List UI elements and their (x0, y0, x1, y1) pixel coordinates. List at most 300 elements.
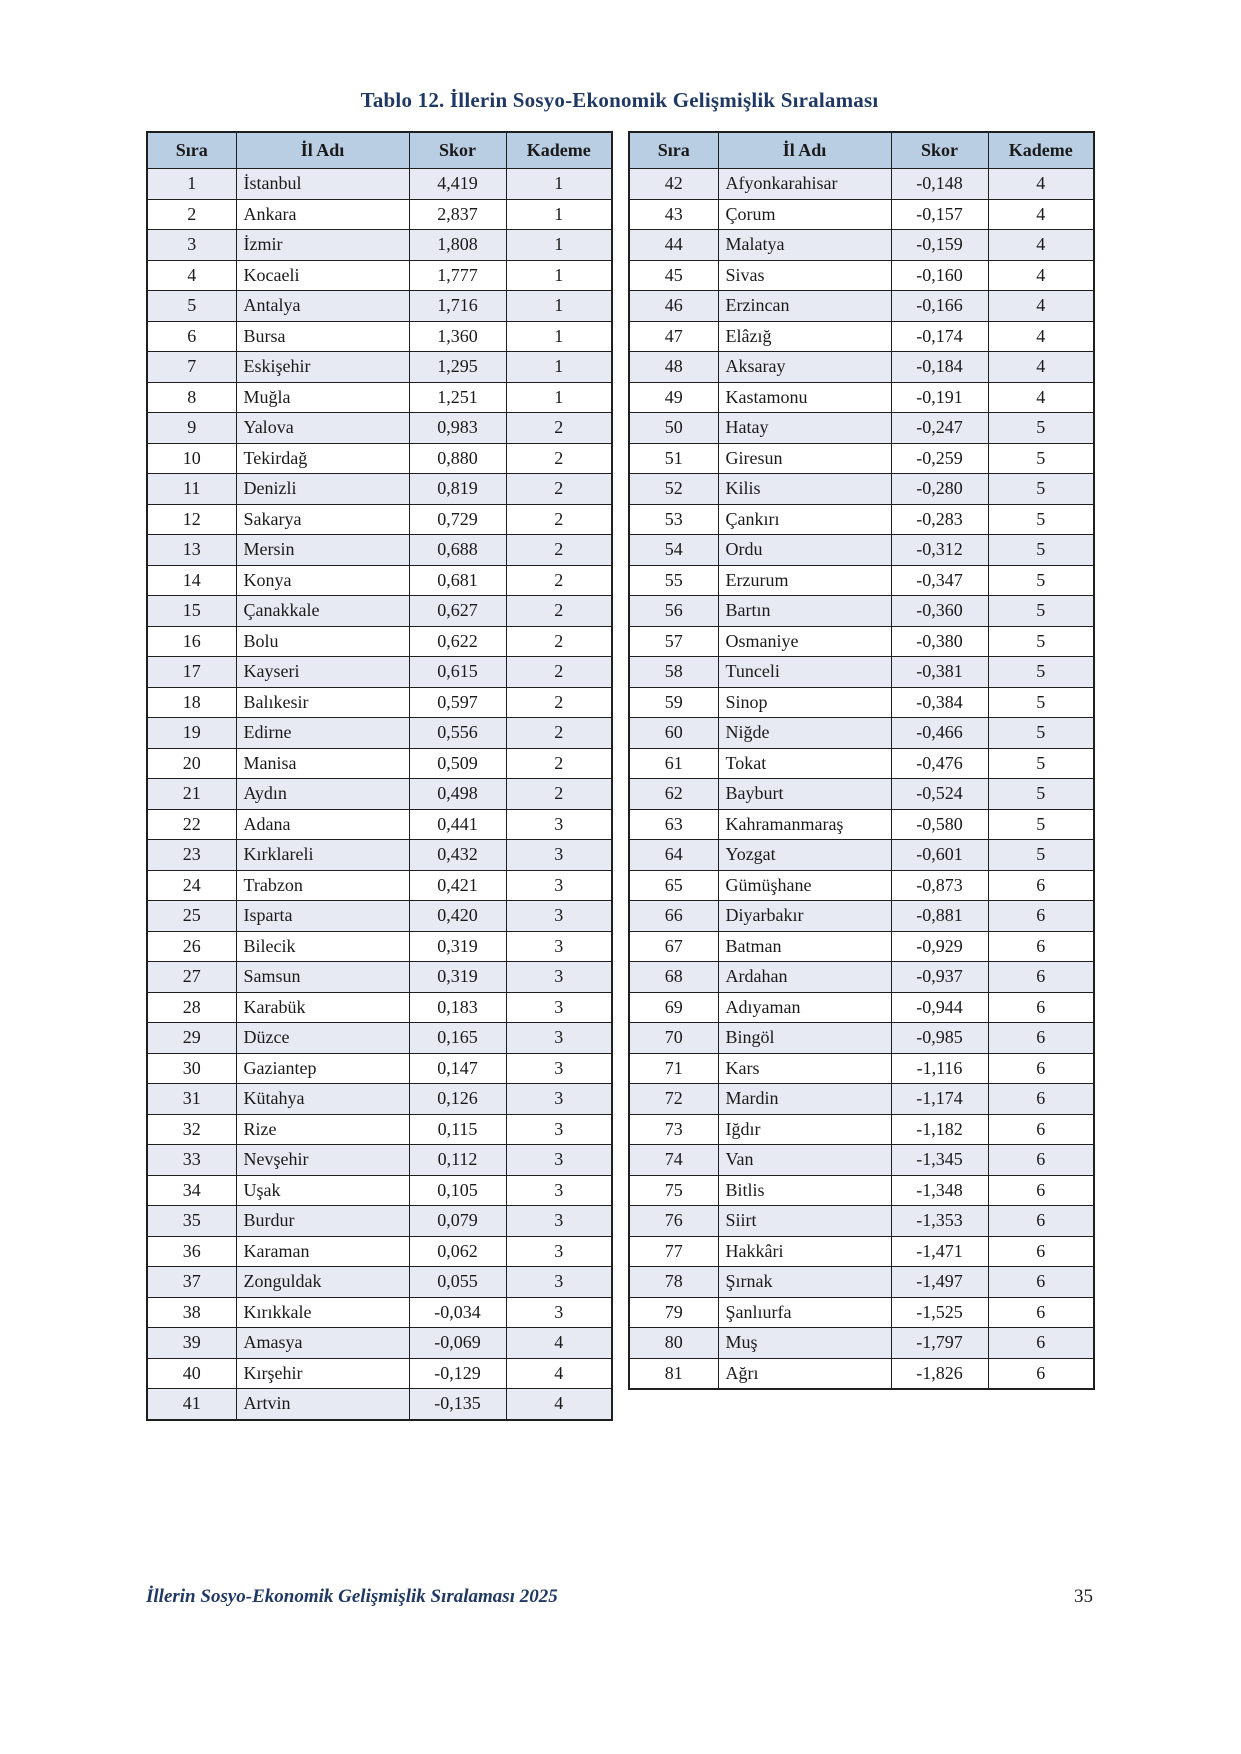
rank-cell: 2 (147, 199, 236, 230)
column-header: İl Adı (718, 132, 891, 169)
score-cell: -1,797 (891, 1328, 988, 1359)
table-row (147, 565, 612, 596)
province-cell: Van (718, 1145, 891, 1176)
table-row (147, 1114, 612, 1145)
rank-cell: 14 (147, 565, 236, 596)
tier-cell: 2 (506, 779, 612, 810)
tier-cell: 2 (506, 535, 612, 566)
table-row (147, 626, 612, 657)
tier-cell: 4 (988, 291, 1094, 322)
tier-cell: 3 (506, 870, 612, 901)
tier-cell: 6 (988, 901, 1094, 932)
tier-cell: 6 (988, 1053, 1094, 1084)
tier-cell: 6 (988, 1297, 1094, 1328)
table-row (629, 657, 1094, 688)
rank-cell: 10 (147, 443, 236, 474)
tier-cell: 2 (506, 413, 612, 444)
rank-cell: 74 (629, 1145, 718, 1176)
table-row (629, 901, 1094, 932)
page-title: Tablo 12. İllerin Sosyo-Ekonomik Gelişmişlik Sıralaması (360, 88, 879, 112)
table-row (629, 748, 1094, 779)
table-row (147, 169, 612, 200)
province-cell: Kayseri (236, 657, 409, 688)
province-cell: Kırşehir (236, 1358, 409, 1389)
province-cell: Tunceli (718, 657, 891, 688)
rank-cell: 75 (629, 1175, 718, 1206)
province-cell: Bitlis (718, 1175, 891, 1206)
table-row (629, 565, 1094, 596)
score-cell: 0,115 (409, 1114, 506, 1145)
rank-cell: 71 (629, 1053, 718, 1084)
tier-cell: 3 (506, 809, 612, 840)
table-row (147, 1206, 612, 1237)
tier-cell: 6 (988, 1114, 1094, 1145)
rank-cell: 51 (629, 443, 718, 474)
province-cell: Tekirdağ (236, 443, 409, 474)
table-row (629, 1358, 1094, 1389)
province-cell: Sakarya (236, 504, 409, 535)
province-cell: Ağrı (718, 1358, 891, 1389)
rank-cell: 47 (629, 321, 718, 352)
province-cell: Nevşehir (236, 1145, 409, 1176)
score-cell: 0,183 (409, 992, 506, 1023)
score-cell: -0,601 (891, 840, 988, 871)
rank-cell: 79 (629, 1297, 718, 1328)
province-cell: Çanakkale (236, 596, 409, 627)
table-row (629, 535, 1094, 566)
tier-cell: 1 (506, 291, 612, 322)
tier-cell: 2 (506, 474, 612, 505)
score-cell: 0,432 (409, 840, 506, 871)
score-cell: 0,165 (409, 1023, 506, 1054)
table-row (629, 1267, 1094, 1298)
table-row (147, 291, 612, 322)
table-row (147, 687, 612, 718)
rank-cell: 62 (629, 779, 718, 810)
tier-cell: 4 (988, 169, 1094, 200)
score-cell: -0,524 (891, 779, 988, 810)
rank-cell: 73 (629, 1114, 718, 1145)
rank-cell: 7 (147, 352, 236, 383)
table-row (629, 1145, 1094, 1176)
score-cell: -0,985 (891, 1023, 988, 1054)
tier-cell: 3 (506, 1114, 612, 1145)
tier-cell: 5 (988, 413, 1094, 444)
score-cell: 0,622 (409, 626, 506, 657)
score-cell: -1,348 (891, 1175, 988, 1206)
table-row (147, 443, 612, 474)
province-cell: Ardahan (718, 962, 891, 993)
tier-cell: 5 (988, 657, 1094, 688)
table-row (629, 1236, 1094, 1267)
rank-cell: 23 (147, 840, 236, 871)
province-cell: Bolu (236, 626, 409, 657)
table-row (629, 169, 1094, 200)
rank-cell: 70 (629, 1023, 718, 1054)
rank-cell: 48 (629, 352, 718, 383)
table-row (629, 291, 1094, 322)
tier-cell: 3 (506, 1175, 612, 1206)
tier-cell: 3 (506, 1267, 612, 1298)
score-cell: -0,247 (891, 413, 988, 444)
rank-cell: 72 (629, 1084, 718, 1115)
tier-cell: 4 (988, 260, 1094, 291)
tier-cell: 1 (506, 169, 612, 200)
rank-cell: 15 (147, 596, 236, 627)
rank-cell: 60 (629, 718, 718, 749)
score-cell: 1,808 (409, 230, 506, 261)
province-cell: İzmir (236, 230, 409, 261)
rank-cell: 46 (629, 291, 718, 322)
table-row (147, 1053, 612, 1084)
table-row (629, 596, 1094, 627)
table-row (629, 962, 1094, 993)
score-cell: -0,166 (891, 291, 988, 322)
score-cell: 0,421 (409, 870, 506, 901)
tier-cell: 5 (988, 687, 1094, 718)
province-cell: Ordu (718, 535, 891, 566)
table-row (629, 1114, 1094, 1145)
score-cell: -0,160 (891, 260, 988, 291)
tier-cell: 5 (988, 474, 1094, 505)
tables-container (146, 131, 1095, 1421)
province-cell: Bursa (236, 321, 409, 352)
score-cell: 1,777 (409, 260, 506, 291)
rank-cell: 24 (147, 870, 236, 901)
tier-cell: 6 (988, 1145, 1094, 1176)
tier-cell: 1 (506, 260, 612, 291)
rank-cell: 22 (147, 809, 236, 840)
rank-cell: 52 (629, 474, 718, 505)
score-cell: -0,580 (891, 809, 988, 840)
score-cell: 0,615 (409, 657, 506, 688)
score-cell: 0,062 (409, 1236, 506, 1267)
rank-cell: 12 (147, 504, 236, 535)
province-cell: Adıyaman (718, 992, 891, 1023)
tier-cell: 5 (988, 779, 1094, 810)
score-cell: -0,157 (891, 199, 988, 230)
table-row (147, 1358, 612, 1389)
score-cell: -1,497 (891, 1267, 988, 1298)
table-row (147, 1023, 612, 1054)
tier-cell: 4 (506, 1358, 612, 1389)
tier-cell: 3 (506, 992, 612, 1023)
score-cell: -0,129 (409, 1358, 506, 1389)
province-cell: Mardin (718, 1084, 891, 1115)
score-cell: 1,360 (409, 321, 506, 352)
tier-cell: 2 (506, 565, 612, 596)
score-cell: -1,525 (891, 1297, 988, 1328)
province-cell: Sivas (718, 260, 891, 291)
rank-cell: 43 (629, 199, 718, 230)
table-row (147, 1084, 612, 1115)
score-cell: 0,079 (409, 1206, 506, 1237)
tier-cell: 6 (988, 870, 1094, 901)
table-row (147, 230, 612, 261)
table-row (147, 1267, 612, 1298)
column-header: İl Adı (236, 132, 409, 169)
tier-cell: 2 (506, 748, 612, 779)
province-cell: Hakkâri (718, 1236, 891, 1267)
score-cell: 1,716 (409, 291, 506, 322)
score-cell: -1,826 (891, 1358, 988, 1389)
table-row (629, 718, 1094, 749)
score-cell: -0,184 (891, 352, 988, 383)
province-cell: Karaman (236, 1236, 409, 1267)
table-row (629, 1328, 1094, 1359)
table-row (629, 504, 1094, 535)
province-cell: Mersin (236, 535, 409, 566)
tier-cell: 3 (506, 901, 612, 932)
tier-cell: 6 (988, 992, 1094, 1023)
table-row (147, 504, 612, 535)
score-cell: -1,353 (891, 1206, 988, 1237)
province-cell: Denizli (236, 474, 409, 505)
score-cell: 0,556 (409, 718, 506, 749)
province-cell: Iğdır (718, 1114, 891, 1145)
table-row (629, 1023, 1094, 1054)
score-cell: -0,174 (891, 321, 988, 352)
province-cell: Burdur (236, 1206, 409, 1237)
table-row (147, 321, 612, 352)
rank-cell: 45 (629, 260, 718, 291)
province-cell: Kahramanmaraş (718, 809, 891, 840)
table-row (629, 687, 1094, 718)
tier-cell: 3 (506, 840, 612, 871)
province-cell: Kars (718, 1053, 891, 1084)
province-cell: Konya (236, 565, 409, 596)
table-row (629, 260, 1094, 291)
province-cell: Muş (718, 1328, 891, 1359)
rank-cell: 13 (147, 535, 236, 566)
tier-cell: 6 (988, 1267, 1094, 1298)
score-cell: 0,420 (409, 901, 506, 932)
rank-cell: 34 (147, 1175, 236, 1206)
rank-cell: 80 (629, 1328, 718, 1359)
province-cell: Kırıkkale (236, 1297, 409, 1328)
rank-cell: 35 (147, 1206, 236, 1237)
table-row (147, 901, 612, 932)
tier-cell: 5 (988, 504, 1094, 535)
ranking-table-left (146, 131, 613, 1421)
table-row (629, 321, 1094, 352)
ranking-table-right (628, 131, 1095, 1390)
table-row (629, 1175, 1094, 1206)
province-cell: Adana (236, 809, 409, 840)
province-cell: Antalya (236, 291, 409, 322)
score-cell: -0,929 (891, 931, 988, 962)
tier-cell: 3 (506, 1145, 612, 1176)
tier-cell: 1 (506, 199, 612, 230)
score-cell: -1,116 (891, 1053, 988, 1084)
table-row (147, 657, 612, 688)
score-cell: 0,729 (409, 504, 506, 535)
province-cell: Kilis (718, 474, 891, 505)
province-cell: Kütahya (236, 1084, 409, 1115)
rank-cell: 6 (147, 321, 236, 352)
rank-cell: 77 (629, 1236, 718, 1267)
tier-cell: 2 (506, 443, 612, 474)
column-header: Sıra (629, 132, 718, 169)
table-row (147, 962, 612, 993)
province-cell: Amasya (236, 1328, 409, 1359)
province-cell: Malatya (718, 230, 891, 261)
score-cell: 0,112 (409, 1145, 506, 1176)
rank-cell: 53 (629, 504, 718, 535)
table-row (147, 260, 612, 291)
table-row (147, 870, 612, 901)
tier-cell: 6 (988, 931, 1094, 962)
tier-cell: 3 (506, 1023, 612, 1054)
score-cell: -0,283 (891, 504, 988, 535)
rank-cell: 64 (629, 840, 718, 871)
column-header: Skor (409, 132, 506, 169)
score-cell: -0,259 (891, 443, 988, 474)
province-cell: Yozgat (718, 840, 891, 871)
score-cell: 0,681 (409, 565, 506, 596)
table-row (147, 413, 612, 444)
tier-cell: 1 (506, 230, 612, 261)
table-row (147, 535, 612, 566)
province-cell: Artvin (236, 1389, 409, 1420)
rank-cell: 69 (629, 992, 718, 1023)
score-cell: -0,135 (409, 1389, 506, 1420)
province-cell: Kırklareli (236, 840, 409, 871)
province-cell: Niğde (718, 718, 891, 749)
rank-cell: 40 (147, 1358, 236, 1389)
rank-cell: 37 (147, 1267, 236, 1298)
score-cell: 0,147 (409, 1053, 506, 1084)
province-cell: Kastamonu (718, 382, 891, 413)
score-cell: -0,312 (891, 535, 988, 566)
province-cell: Isparta (236, 901, 409, 932)
rank-cell: 1 (147, 169, 236, 200)
province-cell: Samsun (236, 962, 409, 993)
score-cell: 4,419 (409, 169, 506, 200)
rank-cell: 38 (147, 1297, 236, 1328)
score-cell: 2,837 (409, 199, 506, 230)
table-row (629, 443, 1094, 474)
province-cell: Aydın (236, 779, 409, 810)
table-row (147, 1236, 612, 1267)
header-row (629, 132, 1094, 169)
score-cell: 0,126 (409, 1084, 506, 1115)
table-row (629, 870, 1094, 901)
tier-cell: 2 (506, 596, 612, 627)
tier-cell: 2 (506, 657, 612, 688)
rank-cell: 50 (629, 413, 718, 444)
page-number: 35 (1074, 1586, 1093, 1607)
rank-cell: 78 (629, 1267, 718, 1298)
tier-cell: 6 (988, 1023, 1094, 1054)
tier-cell: 1 (506, 382, 612, 413)
score-cell: -1,174 (891, 1084, 988, 1115)
rank-cell: 26 (147, 931, 236, 962)
rank-cell: 27 (147, 962, 236, 993)
tier-cell: 5 (988, 535, 1094, 566)
rank-cell: 9 (147, 413, 236, 444)
score-cell: -0,381 (891, 657, 988, 688)
tier-cell: 6 (988, 1175, 1094, 1206)
table-row (629, 1053, 1094, 1084)
rank-cell: 42 (629, 169, 718, 200)
score-cell: 0,498 (409, 779, 506, 810)
score-cell: 0,055 (409, 1267, 506, 1298)
rank-cell: 49 (629, 382, 718, 413)
province-cell: Bilecik (236, 931, 409, 962)
province-cell: Bingöl (718, 1023, 891, 1054)
rank-cell: 19 (147, 718, 236, 749)
score-cell: -0,944 (891, 992, 988, 1023)
rank-cell: 18 (147, 687, 236, 718)
score-cell: -0,148 (891, 169, 988, 200)
table-row (147, 1175, 612, 1206)
score-cell: -1,471 (891, 1236, 988, 1267)
table-row (629, 809, 1094, 840)
rank-cell: 81 (629, 1358, 718, 1389)
rank-cell: 11 (147, 474, 236, 505)
province-cell: Ankara (236, 199, 409, 230)
footer (146, 1586, 1093, 1608)
rank-cell: 59 (629, 687, 718, 718)
score-cell: -0,881 (891, 901, 988, 932)
province-cell: Balıkesir (236, 687, 409, 718)
table-row (629, 840, 1094, 871)
column-header: Sıra (147, 132, 236, 169)
table-row (147, 352, 612, 383)
province-cell: Edirne (236, 718, 409, 749)
score-cell: 0,688 (409, 535, 506, 566)
tier-cell: 3 (506, 931, 612, 962)
province-cell: Aksaray (718, 352, 891, 383)
tier-cell: 3 (506, 1297, 612, 1328)
tier-cell: 3 (506, 1084, 612, 1115)
column-header: Kademe (506, 132, 612, 169)
score-cell: -0,191 (891, 382, 988, 413)
tier-cell: 4 (506, 1389, 612, 1420)
score-cell: -0,360 (891, 596, 988, 627)
tier-cell: 4 (988, 199, 1094, 230)
province-cell: Diyarbakır (718, 901, 891, 932)
province-cell: Siirt (718, 1206, 891, 1237)
table-row (629, 382, 1094, 413)
tier-cell: 6 (988, 1328, 1094, 1359)
rank-cell: 39 (147, 1328, 236, 1359)
province-cell: Kocaeli (236, 260, 409, 291)
province-cell: Trabzon (236, 870, 409, 901)
rank-cell: 4 (147, 260, 236, 291)
tier-cell: 2 (506, 626, 612, 657)
province-cell: Tokat (718, 748, 891, 779)
table-row (147, 779, 612, 810)
score-cell: -0,380 (891, 626, 988, 657)
province-cell: Elâzığ (718, 321, 891, 352)
table-row (147, 1297, 612, 1328)
score-cell: -0,476 (891, 748, 988, 779)
province-cell: Batman (718, 931, 891, 962)
rank-cell: 67 (629, 931, 718, 962)
table-row (629, 413, 1094, 444)
table-row (629, 230, 1094, 261)
province-cell: Rize (236, 1114, 409, 1145)
score-cell: -0,466 (891, 718, 988, 749)
score-cell: 0,105 (409, 1175, 506, 1206)
table-row (629, 199, 1094, 230)
footer-title: İllerin Sosyo-Ekonomik Gelişmişlik Sıralaması 2025 (146, 1586, 558, 1607)
rank-cell: 8 (147, 382, 236, 413)
score-cell: 1,251 (409, 382, 506, 413)
score-cell: 0,509 (409, 748, 506, 779)
